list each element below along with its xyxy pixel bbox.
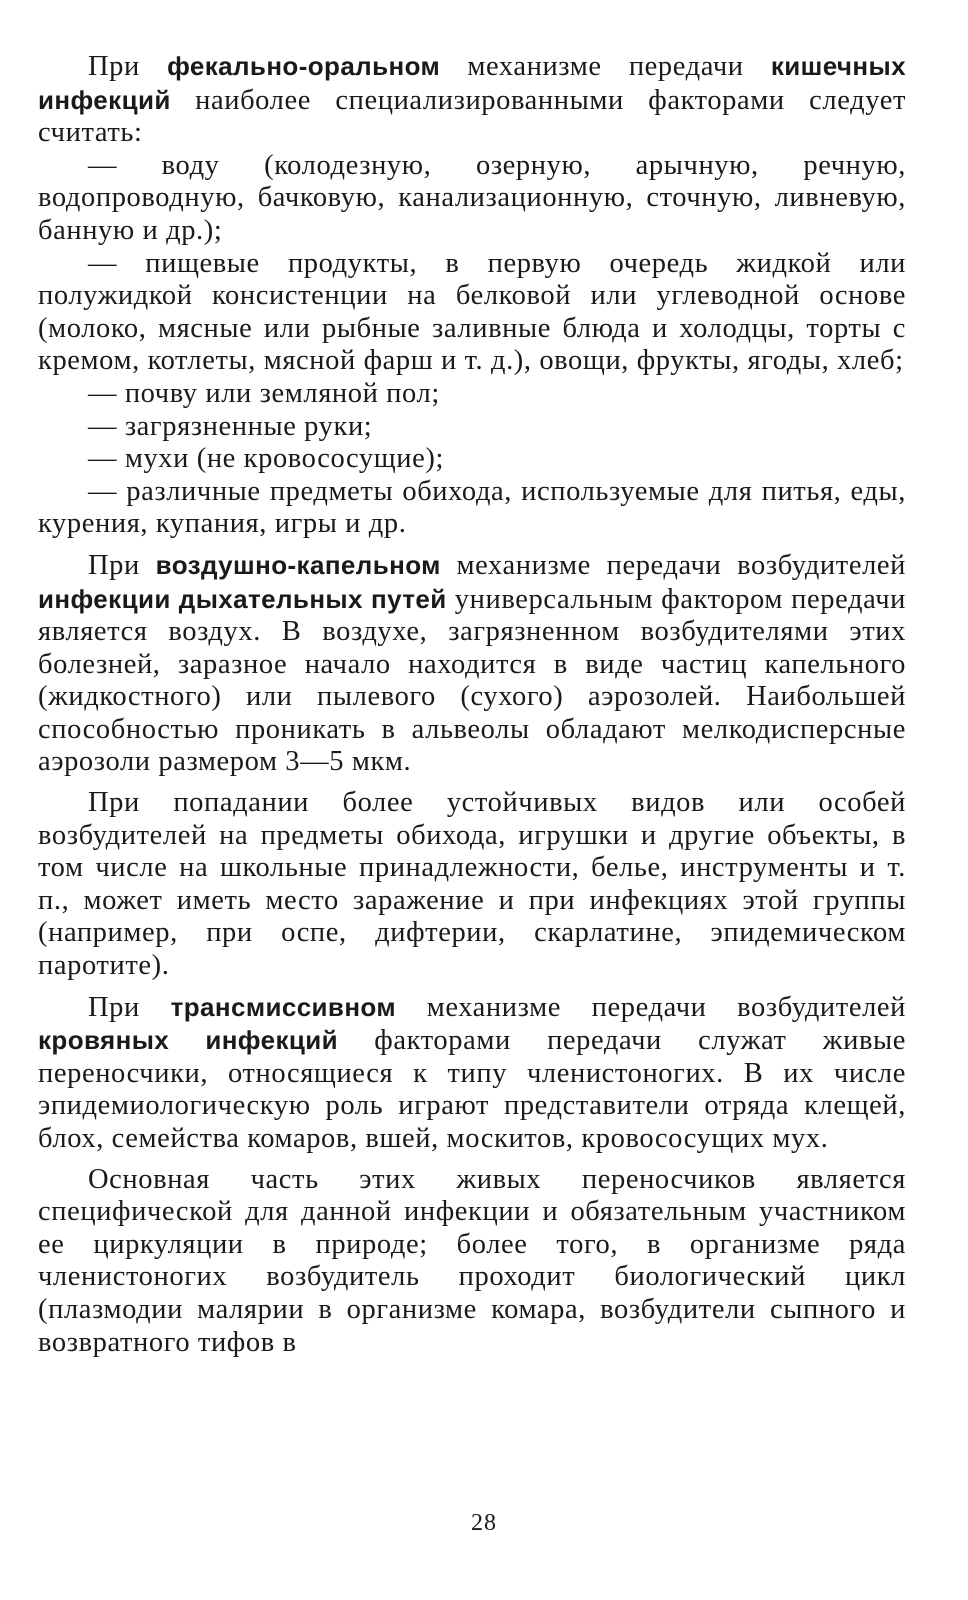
list-item-water: — воду (колодезную, озерную, арычную, речную, водопроводную, бачковую, канализационную, сточную, ливневую, банную и др.); bbox=[38, 149, 906, 246]
list-item-food: — пищевые продукты, в первую очередь жидкой или полужидкой консистенции на белковой или углеводной основе (молоко, мясные или рыбные заливные блюда и холодцы, торты с кремом, котлеты, мясной фарш и т. д.), овощи, фрукты, ягоды, хлеб; bbox=[38, 247, 906, 377]
paragraph-vectors: Основная часть этих живых переносчиков является специфической для данной инфекции и обязательным участником ее циркуляции в природе; более того, в организме ряда членистоногих возбудитель проходит биологический цикл (плазмодии малярии в организме комара, возбудители сыпного и возвратного тифов в bbox=[38, 1163, 906, 1358]
paragraph-resistant-species: При попадании более устойчивых видов или особей возбудителей на предметы обихода, игрушки и другие объекты, в том числе на школьные принадлежности, белье, инструменты и т. п., может иметь место заражение и при инфекциях этой группы (например, при оспе, дифтерии, скарлатине, эпидемическом паротите). bbox=[38, 787, 906, 982]
term-respiratory-infections: инфекции дыхательных путей bbox=[38, 583, 447, 614]
term-transmissive: трансмиссивном bbox=[170, 991, 396, 1022]
term-blood-infections: кровяных инфекций bbox=[38, 1025, 339, 1056]
term-airborne: воздушно-капельном bbox=[155, 549, 441, 580]
paragraph-transmissive: При трансмиссивном механизме передачи возбудителей кровяных инфекций факторами передачи служат живые переносчики, относящиеся к типу членистоногих. В их числе эпидемиологическую роль играют представители отряда клещей, блох, семейства комаров, вшей, москитов, кровососущих мух. bbox=[38, 991, 907, 1154]
paragraph-fecal-oral: При фекально-оральном механизме передачи кишечных инфекций наиболее специализированными факторами следует считать: bbox=[38, 51, 906, 149]
term-intestinal-infections: кишечных инфекций bbox=[38, 51, 906, 115]
list-item-hands: — загрязненные руки; bbox=[88, 410, 373, 442]
list-item-flies: — мухи (не кровососущие); bbox=[88, 443, 445, 475]
term-fecal-oral: фекально-оральном bbox=[167, 51, 441, 81]
list-item-household-items: — различные предметы обихода, используемые для питья, еды, курения, купания, игры и др. bbox=[38, 475, 906, 540]
list-item-soil: — почву или земляной пол; bbox=[88, 377, 440, 409]
page-number: 28 bbox=[471, 1510, 497, 1536]
paragraph-airborne: При воздушно-капельном механизме передачи возбудителей инфекции дыхательных путей универсальным фактором передачи является воздух. В воздухе, загрязненном возбудителями этих болезней, заразное начало находится в виде частиц капельного (жидкостного) или пылевого (сухого) аэрозолей. Наибольшей способностью проникать в альвеолы обладают мелкодисперсные аэрозоли размером 3—5 мкм. bbox=[38, 549, 907, 778]
body-text bbox=[38, 50, 906, 1359]
